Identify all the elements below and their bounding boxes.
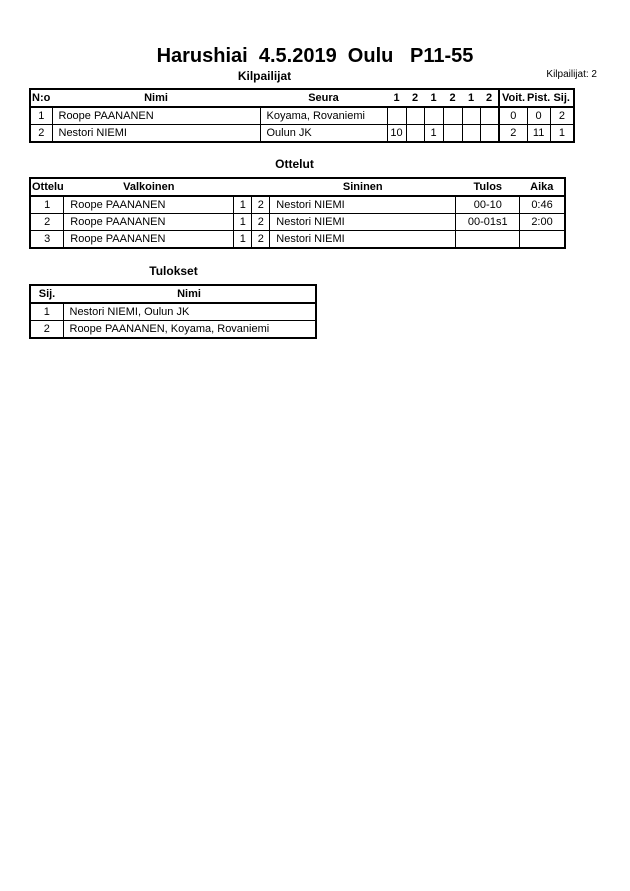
cell-tulos: 00-01s1	[456, 214, 520, 231]
cell-seura: Oulun JK	[260, 125, 387, 143]
col-header-sij: Sij.	[30, 285, 63, 303]
cell-pist: 0	[527, 107, 550, 125]
cell-score	[480, 125, 499, 143]
col-header-score-1: 1	[387, 89, 406, 107]
col-header-sininen: Sininen	[270, 178, 456, 196]
cell-sininen: Nestori NIEMI	[270, 214, 456, 231]
cell-score	[462, 107, 480, 125]
cell-white-num: 1	[234, 214, 252, 231]
cell-sij: 1	[550, 125, 574, 143]
col-header-ottelu: Ottelu	[30, 178, 64, 196]
col-header-score-4: 2	[443, 89, 462, 107]
cell-score: 10	[387, 125, 406, 143]
kilpailijat-table	[29, 88, 575, 143]
cell-sininen: Nestori NIEMI	[270, 231, 456, 249]
kilpailijat-section-heading: Kilpailijat	[237, 69, 292, 83]
cell-score	[387, 107, 406, 125]
ottelut-section-heading: Ottelut	[275, 157, 314, 171]
tulokset-header-row	[30, 285, 316, 303]
cell-nimi: Roope PAANANEN, Koyama, Rovaniemi	[63, 321, 316, 339]
tulokset-table	[29, 284, 317, 339]
cell-nimi: Nestori NIEMI, Oulun JK	[63, 303, 316, 321]
cell-sij: 1	[30, 303, 63, 321]
ottelut-header-row	[30, 178, 565, 196]
page-title: Harushiai 4.5.2019 Oulu P11-55	[156, 45, 474, 67]
col-header-no: N:o	[30, 89, 52, 107]
col-header-valkoinen: Valkoinen	[64, 178, 234, 196]
cell-valkoinen: Roope PAANANEN	[64, 231, 234, 249]
cell-white-num: 1	[234, 231, 252, 249]
col-header-score-2: 2	[406, 89, 424, 107]
competitor-row	[30, 125, 574, 143]
cell-sij: 2	[30, 321, 63, 339]
cell-no: 1	[30, 107, 52, 125]
col-header-white-num	[234, 178, 252, 196]
competitor-row	[30, 107, 574, 125]
ottelut-table	[29, 177, 566, 249]
cell-sininen: Nestori NIEMI	[270, 196, 456, 214]
competitor-count-label: Kilpailijat: 2	[546, 69, 597, 80]
cell-ottelu-no: 1	[30, 196, 64, 214]
col-header-blue-num	[252, 178, 270, 196]
cell-voit: 2	[499, 125, 527, 143]
col-header-seura: Seura	[260, 89, 387, 107]
cell-score	[443, 125, 462, 143]
col-header-score-6: 2	[480, 89, 499, 107]
cell-pist: 11	[527, 125, 550, 143]
col-header-pist: Pist.	[527, 89, 550, 107]
col-header-nimi: Nimi	[52, 89, 260, 107]
result-row	[30, 303, 316, 321]
match-row	[30, 231, 565, 249]
cell-valkoinen: Roope PAANANEN	[64, 214, 234, 231]
cell-valkoinen: Roope PAANANEN	[64, 196, 234, 214]
match-row	[30, 214, 565, 231]
cell-score	[480, 107, 499, 125]
col-header-voit: Voit.	[499, 89, 527, 107]
cell-score	[462, 125, 480, 143]
col-header-score-3: 1	[424, 89, 443, 107]
cell-blue-num: 2	[252, 214, 270, 231]
col-header-score-5: 1	[462, 89, 480, 107]
cell-seura: Koyama, Rovaniemi	[260, 107, 387, 125]
cell-score	[443, 107, 462, 125]
kilpailijat-header-row	[30, 89, 574, 107]
cell-nimi: Nestori NIEMI	[52, 125, 260, 143]
cell-white-num: 1	[234, 196, 252, 214]
cell-aika: 2:00	[520, 214, 565, 231]
cell-score	[424, 107, 443, 125]
col-header-nimi: Nimi	[63, 285, 316, 303]
cell-aika	[520, 231, 565, 249]
cell-aika: 0:46	[520, 196, 565, 214]
cell-blue-num: 2	[252, 231, 270, 249]
col-header-sij: Sij.	[550, 89, 574, 107]
cell-score: 1	[424, 125, 443, 143]
cell-ottelu-no: 3	[30, 231, 64, 249]
result-row	[30, 321, 316, 339]
cell-voit: 0	[499, 107, 527, 125]
col-header-aika: Aika	[520, 178, 565, 196]
cell-nimi: Roope PAANANEN	[52, 107, 260, 125]
cell-no: 2	[30, 125, 52, 143]
cell-tulos	[456, 231, 520, 249]
cell-ottelu-no: 2	[30, 214, 64, 231]
cell-score	[406, 107, 424, 125]
cell-tulos: 00-10	[456, 196, 520, 214]
cell-blue-num: 2	[252, 196, 270, 214]
tulokset-section-heading: Tulokset	[149, 264, 198, 278]
cell-sij: 2	[550, 107, 574, 125]
col-header-tulos: Tulos	[456, 178, 520, 196]
match-row	[30, 196, 565, 214]
cell-score	[406, 125, 424, 143]
